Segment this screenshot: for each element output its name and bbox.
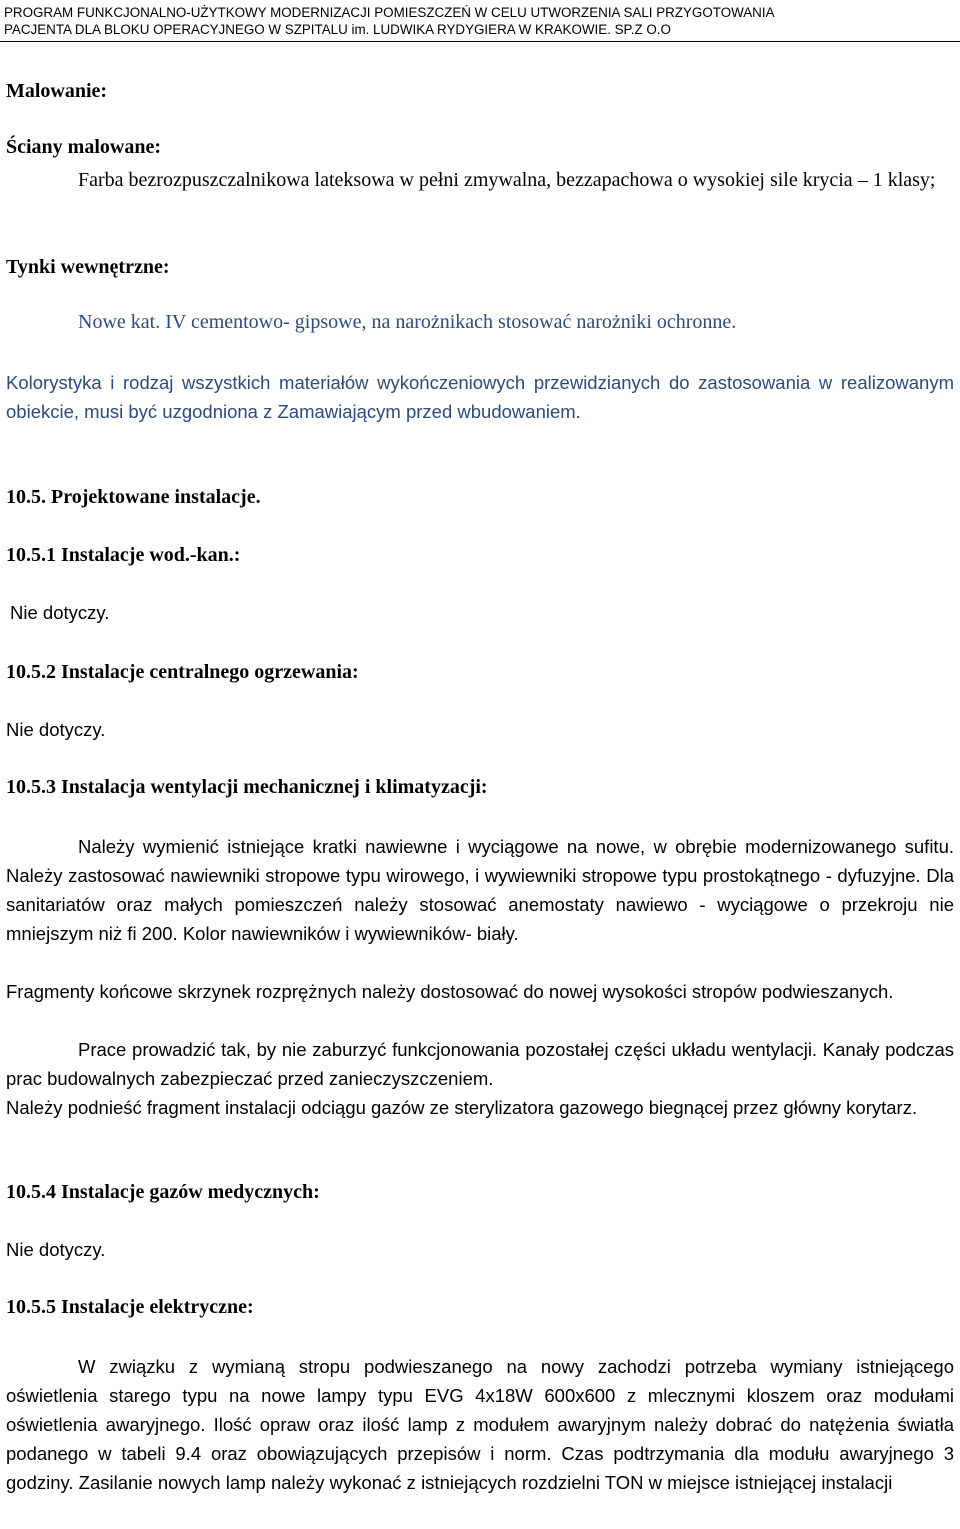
ventilation-paragraph-2: Fragmenty końcowe skrzynek rozprężnych należy dostosować do nowej wysokości stropów podwieszanych. <box>6 981 894 1002</box>
walls-text: Farba bezrozpuszczalnikowa lateksowa w pełni zmywalna, bezzapachowa o wysokiej sile krycia – 1 klasy; <box>78 169 936 191</box>
painting-heading: Malowanie: <box>6 80 108 102</box>
ventilation-paragraph-4: Należy podnieść fragment instalacji odciągu gazów ze sterylizatora gazowego biegnącej przez główny korytarz. <box>6 1097 918 1118</box>
header-line-2: PACJENTA DLA BLOKU OPERACYJNEGO W SZPITALU im. LUDWIKA RYDYGIERA W KRAKOWIE. SP.Z O.O <box>4 22 671 37</box>
heating-section-text: Nie dotyczy. <box>6 719 106 740</box>
ventilation-paragraph-1: Należy wymienić istniejące kratki nawiewne i wyciągowe na nowe, w obrębie modernizowanego sufitu. Należy zastosować nawiewniki stropowe typu wirowego, i wywiewniki stropowe typu prostokątnego - dyfuzyjne. Dla sanitariatów oraz małych pomieszczeń należy stosować anemostaty nawiewo - wyciągowe o przekroju nie mniejszym niż fi 200. Kolor nawiewników i wywiewników- biały. <box>6 836 954 944</box>
walls-heading: Ściany malowane: <box>6 136 161 158</box>
header-line-1: PROGRAM FUNKCJONALNO-UŻYTKOWY MODERNIZACJI POMIESZCZEŃ W CELU UTWORZENIA SALI PRZYGOTOWANIA <box>4 5 775 20</box>
water-section-text: Nie dotyczy. <box>10 602 110 623</box>
medical-gases-text: Nie dotyczy. <box>6 1239 106 1260</box>
plaster-heading: Tynki wewnętrzne: <box>6 256 170 278</box>
plaster-text: Nowe kat. IV cementowo- gipsowe, na narożnikach stosować narożniki ochronne. <box>78 311 737 333</box>
water-section-heading: 10.5.1 Instalacje wod.-kan.: <box>6 544 241 566</box>
electrical-paragraph-1: W związku z wymianą stropu podwieszanego na nowy zachodzi potrzeba wymiany istniejącego oświetlenia starego typu na nowe lampy typu EVG 4x18W 600x600 z mlecznymi kloszem oraz modułami oświetlenia awaryjnego. Ilość opraw oraz ilość lamp z modułem awaryjnym należy dobrać do natężenia światła podanego w tabeli 9.4 oraz obowiązujących przepisów i norm. Czas podtrzymania dla modułu awaryjnego 3 godziny. Zasilanie nowych lamp należy wykonać z istniejących rozdzielni TON w miejsce istniejącej instalacji <box>6 1356 954 1493</box>
ventilation-paragraph-3: Prace prowadzić tak, by nie zaburzyć funkcjonowania pozostałej części układu wentylacji. Kanały podczas prac budowalnych zabezpieczać przed zanieczyszczeniem. <box>6 1039 954 1089</box>
medical-gases-heading: 10.5.4 Instalacje gazów medycznych: <box>6 1181 320 1203</box>
ventilation-section-heading: 10.5.3 Instalacja wentylacji mechanicznej i klimatyzacji: <box>6 776 488 798</box>
document-header <box>0 4 960 38</box>
heating-section-heading: 10.5.2 Instalacje centralnego ogrzewania: <box>6 661 359 683</box>
installations-heading: 10.5. Projektowane instalacje. <box>6 486 261 508</box>
electrical-section-heading: 10.5.5 Instalacje elektryczne: <box>6 1296 254 1318</box>
colour-text: Kolorystyka i rodzaj wszystkich materiałów wykończeniowych przewidzianych do zastosowania w realizowanym obiekcie, musi być uzgodniona z Zamawiającym przed wbudowaniem. <box>6 372 954 422</box>
header-divider <box>0 41 960 42</box>
